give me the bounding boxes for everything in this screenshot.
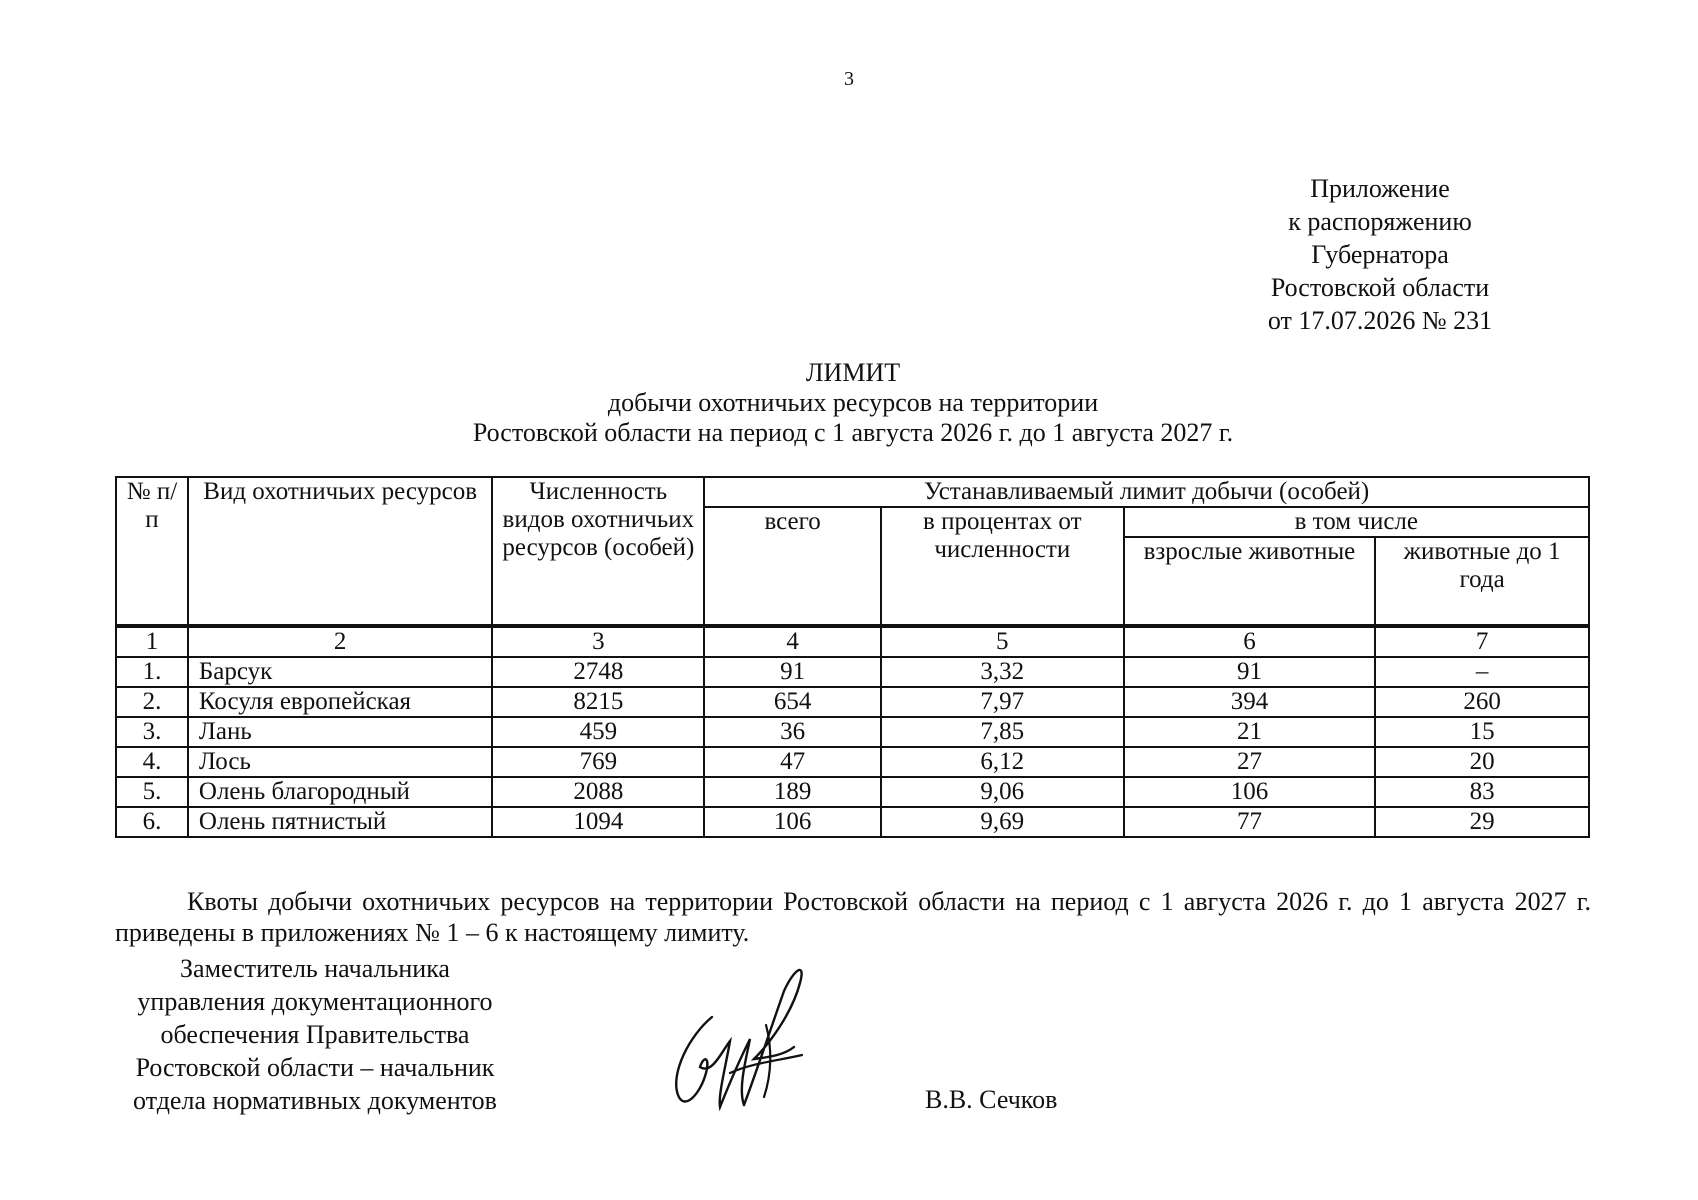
row-adults: 21 [1124, 717, 1376, 747]
row-population: 459 [492, 717, 704, 747]
header-including: в том числе [1124, 507, 1589, 537]
signer-title [100, 952, 530, 1117]
appendix-line: Губернатора [1311, 240, 1449, 269]
page-number: 3 [844, 68, 854, 90]
row-young: 260 [1375, 687, 1589, 717]
quota-note: Квоты добычи охотничьих ресурсов на территории Ростовской области на период с 1 августа 2026 г. до 1 августа 2027 г. приведены в приложениях № 1 – 6 к настоящему лимиту. [115, 887, 1591, 947]
column-number: 3 [492, 626, 704, 657]
row-total: 106 [704, 807, 881, 837]
header-population: Численность видов охотничьих ресурсов (особей) [492, 477, 704, 626]
signer-title-line: Ростовской области – начальник [135, 1053, 495, 1082]
signer-title-line: отдела нормативных документов [133, 1086, 497, 1115]
row-total: 654 [704, 687, 881, 717]
appendix-line: к распоряжению [1288, 207, 1472, 236]
table-row [116, 687, 1589, 717]
row-percent: 3,32 [881, 657, 1124, 687]
title-line: Ростовской области на период с 1 августа 2026 г. до 1 августа 2027 г. [472, 418, 1234, 447]
title-main: ЛИМИТ [805, 358, 901, 387]
column-number: 1 [116, 626, 188, 657]
row-population: 1094 [492, 807, 704, 837]
row-young: 29 [1375, 807, 1589, 837]
appendix-line: Приложение [1310, 174, 1450, 203]
row-adults: 77 [1124, 807, 1376, 837]
signer-title-line: Заместитель начальника [180, 954, 450, 983]
row-num: 1. [116, 657, 188, 687]
appendix-block [1215, 172, 1545, 337]
row-adults: 91 [1124, 657, 1376, 687]
table-row [116, 807, 1589, 837]
row-population: 8215 [492, 687, 704, 717]
row-population: 2748 [492, 657, 704, 687]
header-percent: в процентах от численности [881, 507, 1124, 626]
row-total: 189 [704, 777, 881, 807]
signer-title-line: управления документационного [137, 987, 493, 1016]
row-total: 47 [704, 747, 881, 777]
header-young: животные до 1 года [1375, 537, 1589, 626]
header-limit-group: Устанавливаемый лимит добычи (особей) [704, 477, 1589, 507]
row-species: Олень благородный [188, 777, 493, 807]
table-row [116, 777, 1589, 807]
row-percent: 7,97 [881, 687, 1124, 717]
row-num: 4. [116, 747, 188, 777]
table-row [116, 717, 1589, 747]
row-percent: 9,06 [881, 777, 1124, 807]
row-young: – [1375, 657, 1589, 687]
title-line: добычи охотничьих ресурсов на территории [607, 388, 1099, 417]
row-species: Лань [188, 717, 493, 747]
row-young: 83 [1375, 777, 1589, 807]
appendix-line: Ростовской области [1270, 273, 1490, 302]
row-adults: 394 [1124, 687, 1376, 717]
row-total: 36 [704, 717, 881, 747]
column-number: 6 [1124, 626, 1376, 657]
signer-title-line: обеспечения Правительства [160, 1020, 470, 1049]
row-species: Олень пятнистый [188, 807, 493, 837]
row-num: 2. [116, 687, 188, 717]
column-number: 4 [704, 626, 881, 657]
row-species: Лось [188, 747, 493, 777]
header-species: Вид охотничьих ресурсов [188, 477, 493, 626]
row-percent: 7,85 [881, 717, 1124, 747]
row-num: 3. [116, 717, 188, 747]
row-num: 6. [116, 807, 188, 837]
document-title [105, 358, 1601, 448]
signer-name: В.В. Сечков [925, 1085, 1058, 1114]
limit-table [115, 476, 1590, 838]
row-num: 5. [116, 777, 188, 807]
row-total: 91 [704, 657, 881, 687]
table-row [116, 657, 1589, 687]
handwritten-signature [660, 955, 820, 1115]
column-number-row [116, 626, 1589, 657]
row-young: 20 [1375, 747, 1589, 777]
row-adults: 106 [1124, 777, 1376, 807]
column-number: 2 [188, 626, 493, 657]
row-population: 2088 [492, 777, 704, 807]
appendix-date-line: от 17.07.2026 № 231 [1267, 306, 1493, 335]
row-species: Барсук [188, 657, 493, 687]
row-population: 769 [492, 747, 704, 777]
column-number: 5 [881, 626, 1124, 657]
header-num: № п/п [116, 477, 188, 626]
row-species: Косуля европейская [188, 687, 493, 717]
row-percent: 6,12 [881, 747, 1124, 777]
row-young: 15 [1375, 717, 1589, 747]
table-row [116, 747, 1589, 777]
column-number: 7 [1375, 626, 1589, 657]
header-total: всего [704, 507, 881, 626]
header-adults: взрослые животные [1124, 537, 1376, 626]
row-percent: 9,69 [881, 807, 1124, 837]
row-adults: 27 [1124, 747, 1376, 777]
